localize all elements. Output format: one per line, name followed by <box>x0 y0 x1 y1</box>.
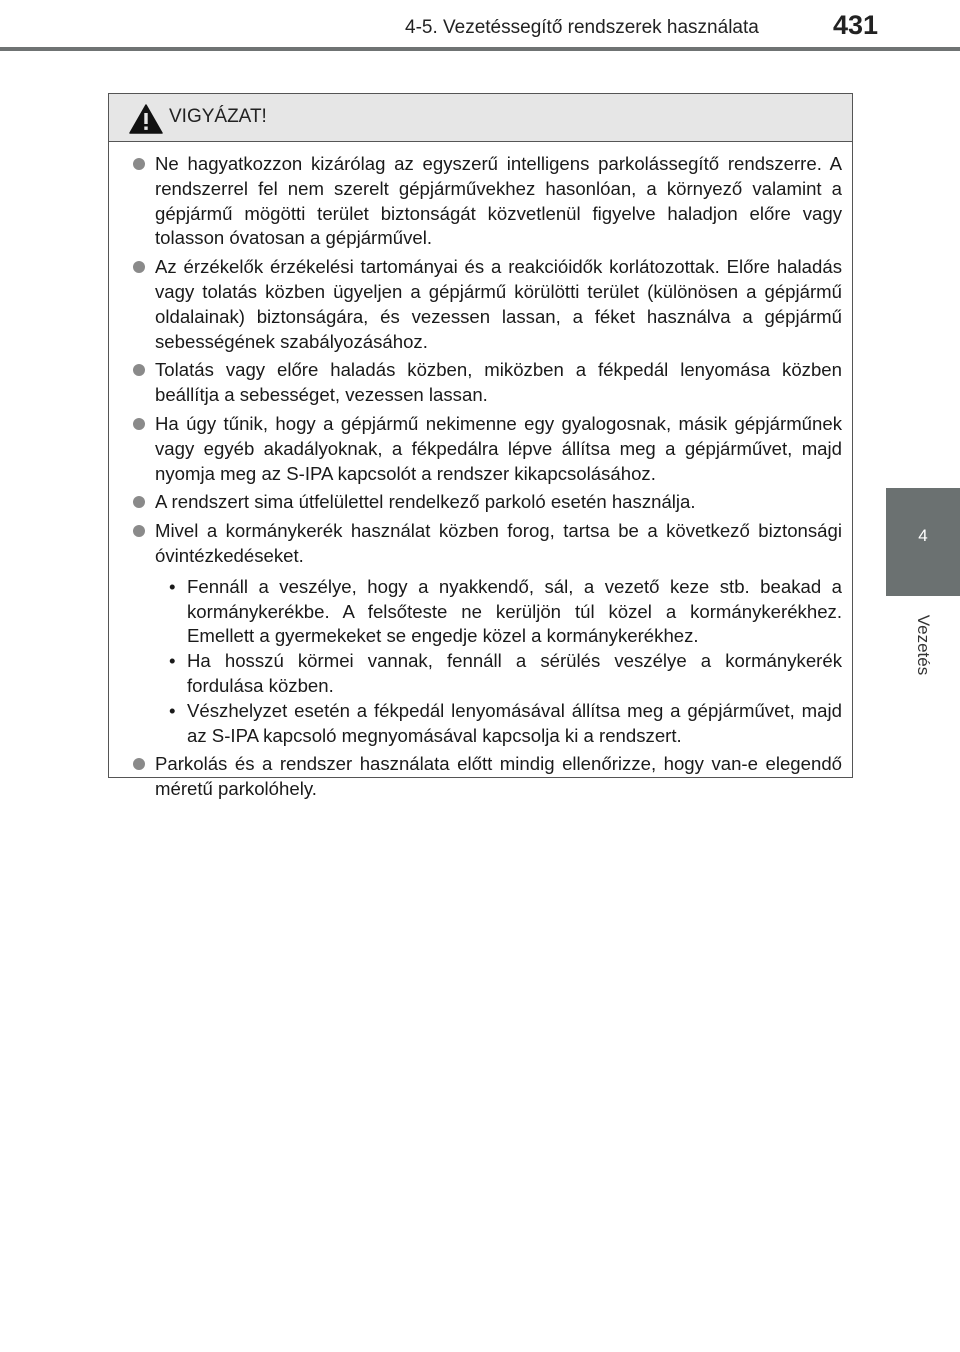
bullet-icon <box>133 496 145 508</box>
chapter-tab <box>886 488 960 596</box>
bullet-icon <box>133 158 145 170</box>
warning-box <box>108 93 853 800</box>
small-bullet-icon: • <box>169 650 176 672</box>
warning-item-text: Az érzékelők érzékelési tartományai és a reakcióidők korlátozottak. Előre haladás vagy tolatás közben ügyeljen a gépjármű körülötti terület (különösen a gépjármű oldalainak) biztonságára, és vezessen lassan, a féket használva a gépjármű sebességének szabályozásához. <box>155 256 842 352</box>
bullet-icon <box>133 261 145 273</box>
warning-item-text: Ne hagyatkozzon kizárólag az egyszerű intelligens parkolássegítő rendszerre. A rendszerrel fel nem szerelt gépjárművekhez hasonlóan, a környező valamint a gépjármű mögötti terület biztonságát közvetlenül figyelve haladjon előre vagy tolasson óvatosan a gépjárművel. <box>155 153 842 249</box>
warning-item-text: Ha úgy tűnik, hogy a gépjármű nekimenne egy gyalogosnak, másik gépjárműnek vagy egyéb akadályoknak, a fékpedálra lépve állítsa meg a gépjárművet, majd nyomja meg az S-IPA kapcsolót a rendszer kikapcsolásához. <box>155 412 842 484</box>
small-bullet-icon: • <box>169 699 176 721</box>
bullet-icon <box>133 364 145 376</box>
warning-triangle-icon <box>129 104 163 134</box>
warning-item-text: A rendszert sima útfelülettel rendelkező parkoló esetén használja. <box>155 491 696 513</box>
sub-list-item <box>165 649 842 699</box>
header-rule <box>0 47 960 51</box>
sub-item-text: Fennáll a veszélye, hogy a nyakkendő, sál, a vezető keze stb. beakad a kormánykerékbe. A felsőteste ne kerüljön túl közel a kormánykerékhez. Emellett a gyermekeket se engedje közel a kormánykerékhez. <box>187 575 842 647</box>
small-bullet-icon: • <box>169 575 176 597</box>
warning-title: VIGYÁZAT! <box>169 106 267 127</box>
sub-item-text: Vészhelyzet esetén a fékpedál lenyomásával állítsa meg a gépjárművet, majd az S-IPA kapcsoló megnyomásával kapcsolja ki a rendszert. <box>187 699 842 746</box>
warning-header <box>109 94 852 142</box>
chapter-number: 4 <box>918 526 928 545</box>
chapter-label: Vezetés <box>914 614 933 676</box>
section-title: 4-5. Vezetéssegítő rendszerek használata <box>405 17 759 38</box>
sub-list <box>165 575 842 749</box>
sub-item-text: Ha hosszú körmei vannak, fennáll a sérülés veszélye a kormánykerék fordulása közben. <box>187 650 842 696</box>
warning-item-text: Parkolás és a rendszer használata előtt mindig ellenőrizze, hogy van-e elegendő méretű parkolóhely. <box>155 753 842 800</box>
warning-body <box>109 142 852 802</box>
warning-item <box>133 358 842 408</box>
bullet-icon <box>133 418 145 430</box>
warning-item <box>133 519 842 748</box>
sub-list-item <box>165 575 842 649</box>
bullet-icon <box>133 758 145 770</box>
warning-item <box>133 490 842 515</box>
warning-item <box>133 255 842 354</box>
warning-item <box>133 752 842 802</box>
warning-item-text: Mivel a kormánykerék használat közben forog, tartsa be a következő biztonsági óvintézkedéseket. <box>155 520 842 566</box>
bullet-icon <box>133 525 145 537</box>
warning-item <box>133 152 842 251</box>
warning-item <box>133 412 842 486</box>
warning-item-text: Tolatás vagy előre haladás közben, miközben a fékpedál lenyomása közben beállítja a sebességet, vezessen lassan. <box>155 359 842 406</box>
page-number: 431 <box>833 10 879 40</box>
sub-list-item <box>165 699 842 749</box>
